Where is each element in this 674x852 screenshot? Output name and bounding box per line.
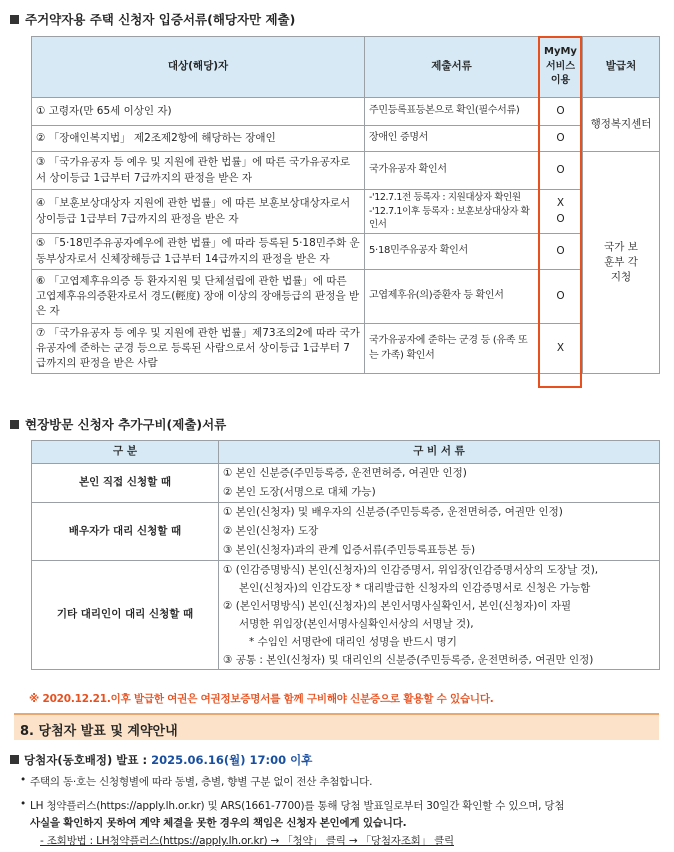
- issuer-welfare-center: 행정복지센터: [583, 98, 660, 152]
- header-service: MyMy 서비스 이용: [539, 37, 583, 98]
- section2-title: 현장방문 신청자 추가구비(제출)서류: [10, 415, 226, 433]
- square-bullet-icon: [10, 15, 19, 24]
- visit-docs-table: [31, 440, 660, 670]
- lookup-method-link[interactable]: - 조회방법 : LH청약플러스(https://apply.lh.or.kr) → 「청약」 클릭 → 「당첨자조회」 클릭: [40, 835, 454, 847]
- header-target: 대상(해당)자: [32, 37, 365, 98]
- announcement-line: 당첨자(동호배정) 발표 : 2025.06.16(월) 17:00 이후: [10, 752, 312, 768]
- bullet-lottery: • 주택의 동·호는 신청형별에 따라 동별, 층별, 향별 구분 없이 전산 추첨합니다.: [30, 774, 372, 789]
- table-row: ② 「장애인복지법」 제2조제2항에 해당하는 장애인 장애인 증명서 O: [32, 126, 660, 152]
- table-row: 배우자가 대리 신청할 때 ① 본인(신청자) 및 배우자의 신분증(주민등록증, 운전면허증, 여권만 인정) ② 본인(신청자) 도장 ③ 본인(신청자)과의 관계 입증서류(주민등록표등본 등): [32, 503, 660, 561]
- square-bullet-icon: [10, 420, 19, 429]
- passport-note: ※ 2020.12.21.이후 발급한 여권은 여권정보증명서를 함께 구비해야 신분증으로 활용할 수 있습니다.: [29, 693, 494, 705]
- table-row: ⑦ 「국가유공자 등 예우 및 지원에 관한 법률」제73조의2에 따라 국가유공자에 준하는 군경 등으로 등록된 사람으로서 상이등급 1급부터 7급까지의 판정을 받은 사람 국가유공자에 준하는 군경 등 (유족 또는 가족) 확인서 X: [32, 324, 660, 374]
- square-bullet-icon: [10, 755, 19, 764]
- eligibility-docs-table: [31, 36, 660, 374]
- table-row: ⑤ 「5·18민주유공자예우에 관한 법률」에 따라 등록된 5·18민주화 운동부상자로서 신체장해등급 1급부터 14급까지의 판정을 받은 자 5·18민주유공자 확인서 O: [32, 234, 660, 270]
- section1-title: 주거약자용 주택 신청자 입증서류(해당자만 제출): [10, 10, 295, 28]
- announcement-date: 2025.06.16(월) 17:00 이후: [151, 753, 313, 767]
- table-row: 기타 대리인이 대리 신청할 때 ① (인감증명방식) 본인(신청자)의 인감증명서, 위임장(인감증명서상의 도장날 것), 본인(신청자)의 인감도장 * 대리발급한 신청자의 인감증명서로 신청은 가능함 ② (본인서명방식) 본인(신청자)의 본인서명사실확인서, 본인(신청자)이 자필 서명한 위임장(본인서명사실확인서상의 서명날 것), * 수임인 서명란에 대리인 성명을 반드시 명기 ③ 공통 : 본인(신청자) 및 대리인의 신분증(주민등록증, 운전면허증, 여권만 인정): [32, 561, 660, 670]
- table-row: ③ 「국가유공자 등 예우 및 지원에 관한 법률」에 따른 국가유공자로서 상이등급 1급부터 7급까지의 판정을 받은 자 국가유공자 확인서 O 국가 보훈부 각 지청: [32, 152, 660, 190]
- section8-banner: [14, 713, 659, 740]
- header-issuer: 발급처: [583, 37, 660, 98]
- table-row: ⑥ 「고엽제후유의증 등 환자지원 및 단체설립에 관한 법률」에 따른 고엽제후유의증환자로서 경도(輕度) 장애 이상의 장애등급의 판정을 받은 자 고엽제후유(의)증환자 등 확인서 O: [32, 270, 660, 324]
- bullet-check-results: • LH 청약플러스(https://apply.lh.or.kr) 및 ARS(1661-7700)를 통해 당첨 발표일로부터 30일간 확인할 수 있으며, 당첨: [30, 798, 564, 813]
- bullet-responsibility: 사실을 확인하지 못하여 계약 체결을 못한 경우의 책임은 신청자 본인에게 있습니다.: [30, 817, 407, 829]
- section8-title: 8. 당첨자 발표 및 계약안내: [20, 724, 178, 739]
- header-docs: 제출서류: [365, 37, 539, 98]
- table-row: ① 고령자(만 65세 이상인 자) 주민등록표등본으로 확인(필수서류) O 행정복지센터: [32, 98, 660, 126]
- issuer-veterans: 국가 보훈부 각 지청: [583, 152, 660, 374]
- header-category: 구 분: [32, 441, 219, 464]
- header-required-docs: 구 비 서 류: [219, 441, 660, 464]
- table-row: 본인 직접 신청할 때 ① 본인 신분증(주민등록증, 운전면허증, 여권만 인정) ② 본인 도장(서명으로 대체 가능): [32, 464, 660, 503]
- table-row: ④ 「보훈보상대상자 지원에 관한 법률」에 따른 보훈보상대상자로서 상이등급 1급부터 7급까지의 판정을 받은 자 -'12.7.1전 등록자 : 지원대상자 확인원 -'12.7.1이후 등록자 : 보훈보상대상자 확인서 X O: [32, 190, 660, 234]
